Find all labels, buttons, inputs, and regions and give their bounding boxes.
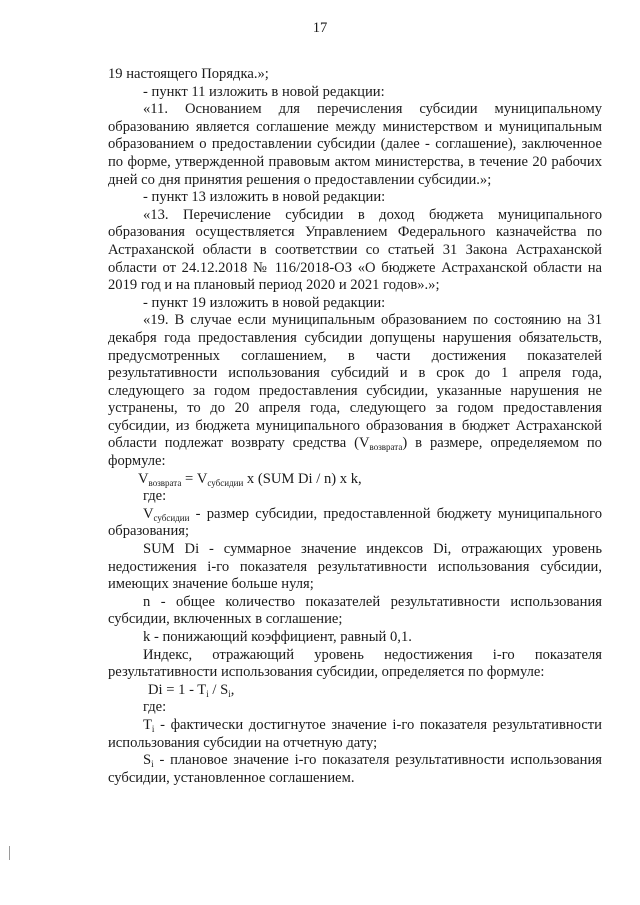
document-body bbox=[108, 66, 602, 787]
formula1-v1: V bbox=[138, 470, 149, 487]
formula-return-amount bbox=[108, 471, 602, 489]
formula2-end: , bbox=[230, 681, 235, 698]
paragraph-point-19-text bbox=[108, 312, 602, 470]
where-label-2: где: bbox=[143, 699, 167, 716]
formula2-lhs: Di = 1 - T bbox=[148, 681, 207, 698]
s-symbol: S bbox=[143, 752, 152, 769]
v-description: - размер субсидии, предоставленной бюджету муниципального образования; bbox=[108, 505, 602, 540]
formula-index-di bbox=[108, 682, 602, 700]
point-19-end-text: ) в размере, определяемом по формуле: bbox=[108, 435, 602, 470]
v-subsidy-subscript: субсидии bbox=[153, 512, 190, 523]
formula1-v1-sub: возврата bbox=[148, 477, 182, 488]
paragraph-point-11-text: «11. Основанием для перечисления субсидии муниципальному образованию является соглашение между министерством и муниципальным образованием о предоставлении субсидии (далее - соглашение), заключенное по форме, утвержденной правовым актом министерства, в течение 20 рабочих дней со дня принятия решения о предоставлении субсидии.»; bbox=[108, 101, 602, 188]
formula2-s-sub: i bbox=[228, 688, 231, 699]
v-symbol: V bbox=[143, 505, 154, 522]
definition-k: k - понижающий коэффициент, равный 0,1. bbox=[143, 629, 412, 645]
s-description: - плановое значение i-го показателя результативности использования субсидии, установленное соглашением. bbox=[108, 752, 602, 786]
page-number: 17 bbox=[312, 20, 328, 36]
point-19-main-text: «19. В случае если муниципальным образованием по состоянию на 31 декабря года предоставления субсидии допущены нарушения обязательств, предусмотренных соглашением, в части достижения показателей результативности использования субсидий и в срок до 1 апреля года, следующего за годом предоставления субсидии, указанные нарушения не устранены, то до 20 апреля года, следующего за годом предоставления субсидии, из бюджета муниципального образования в бюджет Астраханской области подлежат возврату средства (V bbox=[108, 312, 602, 452]
paragraph-point-13-text: «13. Перечисление субсидии в доход бюджета муниципального образования осуществляется Управлением Федерального казначейства по Астраханской области в соответствии со статьей 31 Закона Астраханской области от 24.12.2018 № 116/2018-ОЗ «О бюджете Астраханской области на 2019 год и на плановый период 2020 и 2021 годов».»; bbox=[108, 206, 602, 294]
formula2-mid: / S bbox=[208, 681, 229, 698]
v-return-subscript: возврата bbox=[369, 442, 403, 453]
definition-t bbox=[108, 717, 602, 752]
paragraph-point-19-header: - пункт 19 изложить в новой редакции: bbox=[143, 294, 386, 311]
paragraph-point-13-header: - пункт 13 изложить в новой редакции: bbox=[143, 189, 386, 206]
t-subscript: i bbox=[151, 723, 155, 734]
scan-margin-mark bbox=[9, 846, 10, 860]
where-label-1: где: bbox=[143, 488, 167, 505]
formula1-rest: x (SUM Di / n) x k, bbox=[243, 470, 362, 487]
definition-s bbox=[108, 752, 602, 787]
s-subscript: i bbox=[151, 759, 154, 770]
formula1-v2-sub: субсидии bbox=[207, 477, 244, 488]
formula2-t-sub: i bbox=[206, 688, 209, 699]
definition-sum-di: SUM Di - суммарное значение индексов Di, отражающих уровень недостижения i-го показателя результативности использования субсидии, имеющих значение больше нуля; bbox=[108, 541, 602, 593]
t-description: - фактически достигнутое значение i-го показателя результативности использования субсидии на отчетную дату; bbox=[108, 716, 602, 751]
definition-v-subsidy bbox=[108, 506, 602, 541]
paragraph-continuation: 19 настоящего Порядка.»; bbox=[108, 66, 269, 82]
definition-n: n - общее количество показателей результативности использования субсидии, включенных в соглашение; bbox=[108, 593, 602, 628]
t-symbol: T bbox=[143, 716, 152, 733]
formula1-v2: V bbox=[196, 470, 208, 487]
formula1-eq: = bbox=[181, 470, 197, 487]
paragraph-index-intro: Индекс, отражающий уровень недостижения i-го показателя результативности использования субсидии, определяется по формуле: bbox=[108, 646, 602, 681]
paragraph-point-11-header: - пункт 11 изложить в новой редакции: bbox=[143, 83, 385, 100]
